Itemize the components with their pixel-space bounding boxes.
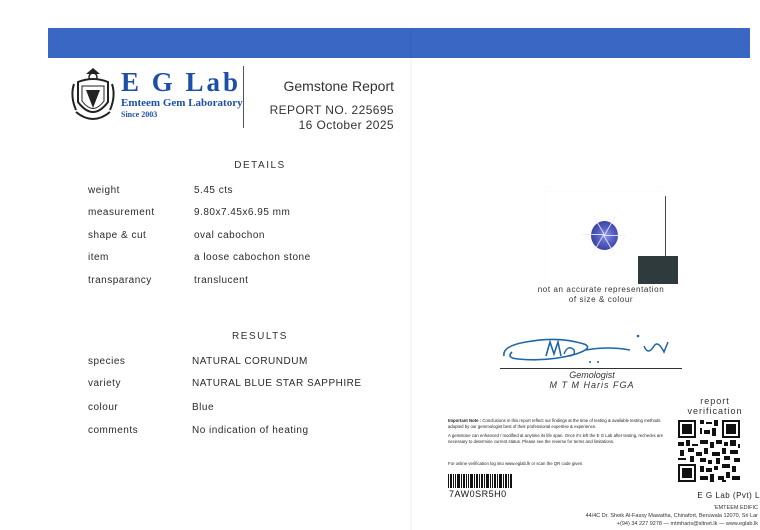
brand-since: Since 2003 [121, 110, 158, 119]
important-note-text: Conclusions in this report reflect our findings at the time of testing & available testing methods adopted by our gemmologist best of their professional expertise & experience. [448, 418, 661, 430]
company-address: 44/4C Dr. Sheik Al-Fassy Mawatha, Chinafort, Beruwala 12070, Sri Lar [585, 513, 758, 519]
result-value: Blue [192, 402, 215, 413]
report-title: Gemstone Report [283, 78, 394, 94]
detail-label: item [88, 252, 109, 263]
online-verification-text: For online verification log into www.eglab.lk or scan the QR code given. [448, 461, 584, 466]
gemologist-name: M T M Haris FGA [549, 380, 635, 390]
company-contact: +(94) 34 227 9278 — mtmharis@sltnet.lk — www.eglab.lk [616, 521, 758, 527]
result-label: species [88, 356, 126, 367]
important-note [448, 418, 670, 446]
detail-value: a loose cabochon stone [194, 252, 311, 263]
detail-label: weight [88, 185, 120, 196]
star-ray [604, 235, 626, 236]
result-label: colour [88, 402, 119, 413]
signature-line [500, 368, 682, 369]
verification-caption [680, 396, 750, 416]
result-label: variety [88, 378, 121, 389]
scale-block [638, 256, 678, 284]
result-value: NATURAL CORUNDUM [192, 356, 308, 367]
report-number: REPORT NO. 225695 [269, 103, 394, 117]
barcode-text: 7AW0SR5H0 [449, 489, 507, 499]
photo-note-line2: of size & colour [568, 295, 634, 304]
report-date: 16 October 2025 [298, 118, 394, 132]
gemologist-signature-icon [498, 326, 678, 370]
result-value: NATURAL BLUE STAR SAPPHIRE [192, 378, 362, 389]
crest-logo-icon [70, 66, 116, 126]
header-divider [243, 66, 244, 128]
result-label: comments [88, 425, 139, 436]
detail-label: transparancy [88, 275, 152, 286]
brand-block [121, 68, 243, 119]
brand-full-name: Emteem Gem Laboratory [121, 97, 243, 109]
details-heading: DETAILS [234, 160, 286, 171]
brand-name: E G Lab [121, 67, 242, 97]
important-note-label: Important Note : [448, 418, 482, 423]
detail-value: 9.80x7.45x6.95 mm [194, 207, 291, 218]
scale-stand [665, 196, 666, 258]
detail-value: translucent [194, 275, 249, 286]
verification-qr-code[interactable] [676, 418, 742, 484]
gemologist-title: Gemologist [569, 370, 615, 380]
verify-line1: report [700, 396, 730, 406]
results-heading: RESULTS [232, 331, 288, 342]
barcode-icon [448, 474, 512, 488]
important-note-text-2: A gemstone can enhanced / modified at anytime its life span. Once it's left the E G Lab after testing, rechecks are necessary to determine current status. Please see the reverse for terms and limitations. [448, 432, 664, 445]
photo-disclaimer [526, 285, 676, 305]
detail-label: shape & cut [88, 230, 147, 241]
detail-value: oval cabochon [194, 230, 265, 241]
result-value: No indication of heating [192, 425, 309, 436]
verify-line2: verification [687, 406, 743, 416]
detail-label: measurement [88, 207, 155, 218]
photo-note-line1: not an accurate representation [537, 285, 665, 294]
header-band [48, 28, 750, 58]
page-fold [410, 28, 412, 530]
star-ray [582, 234, 604, 235]
company-building: 'EMTEEM EDIFIC [713, 505, 758, 511]
detail-value: 5.45 cts [194, 185, 234, 196]
company-name: E G Lab (Pvt) L [697, 491, 760, 500]
